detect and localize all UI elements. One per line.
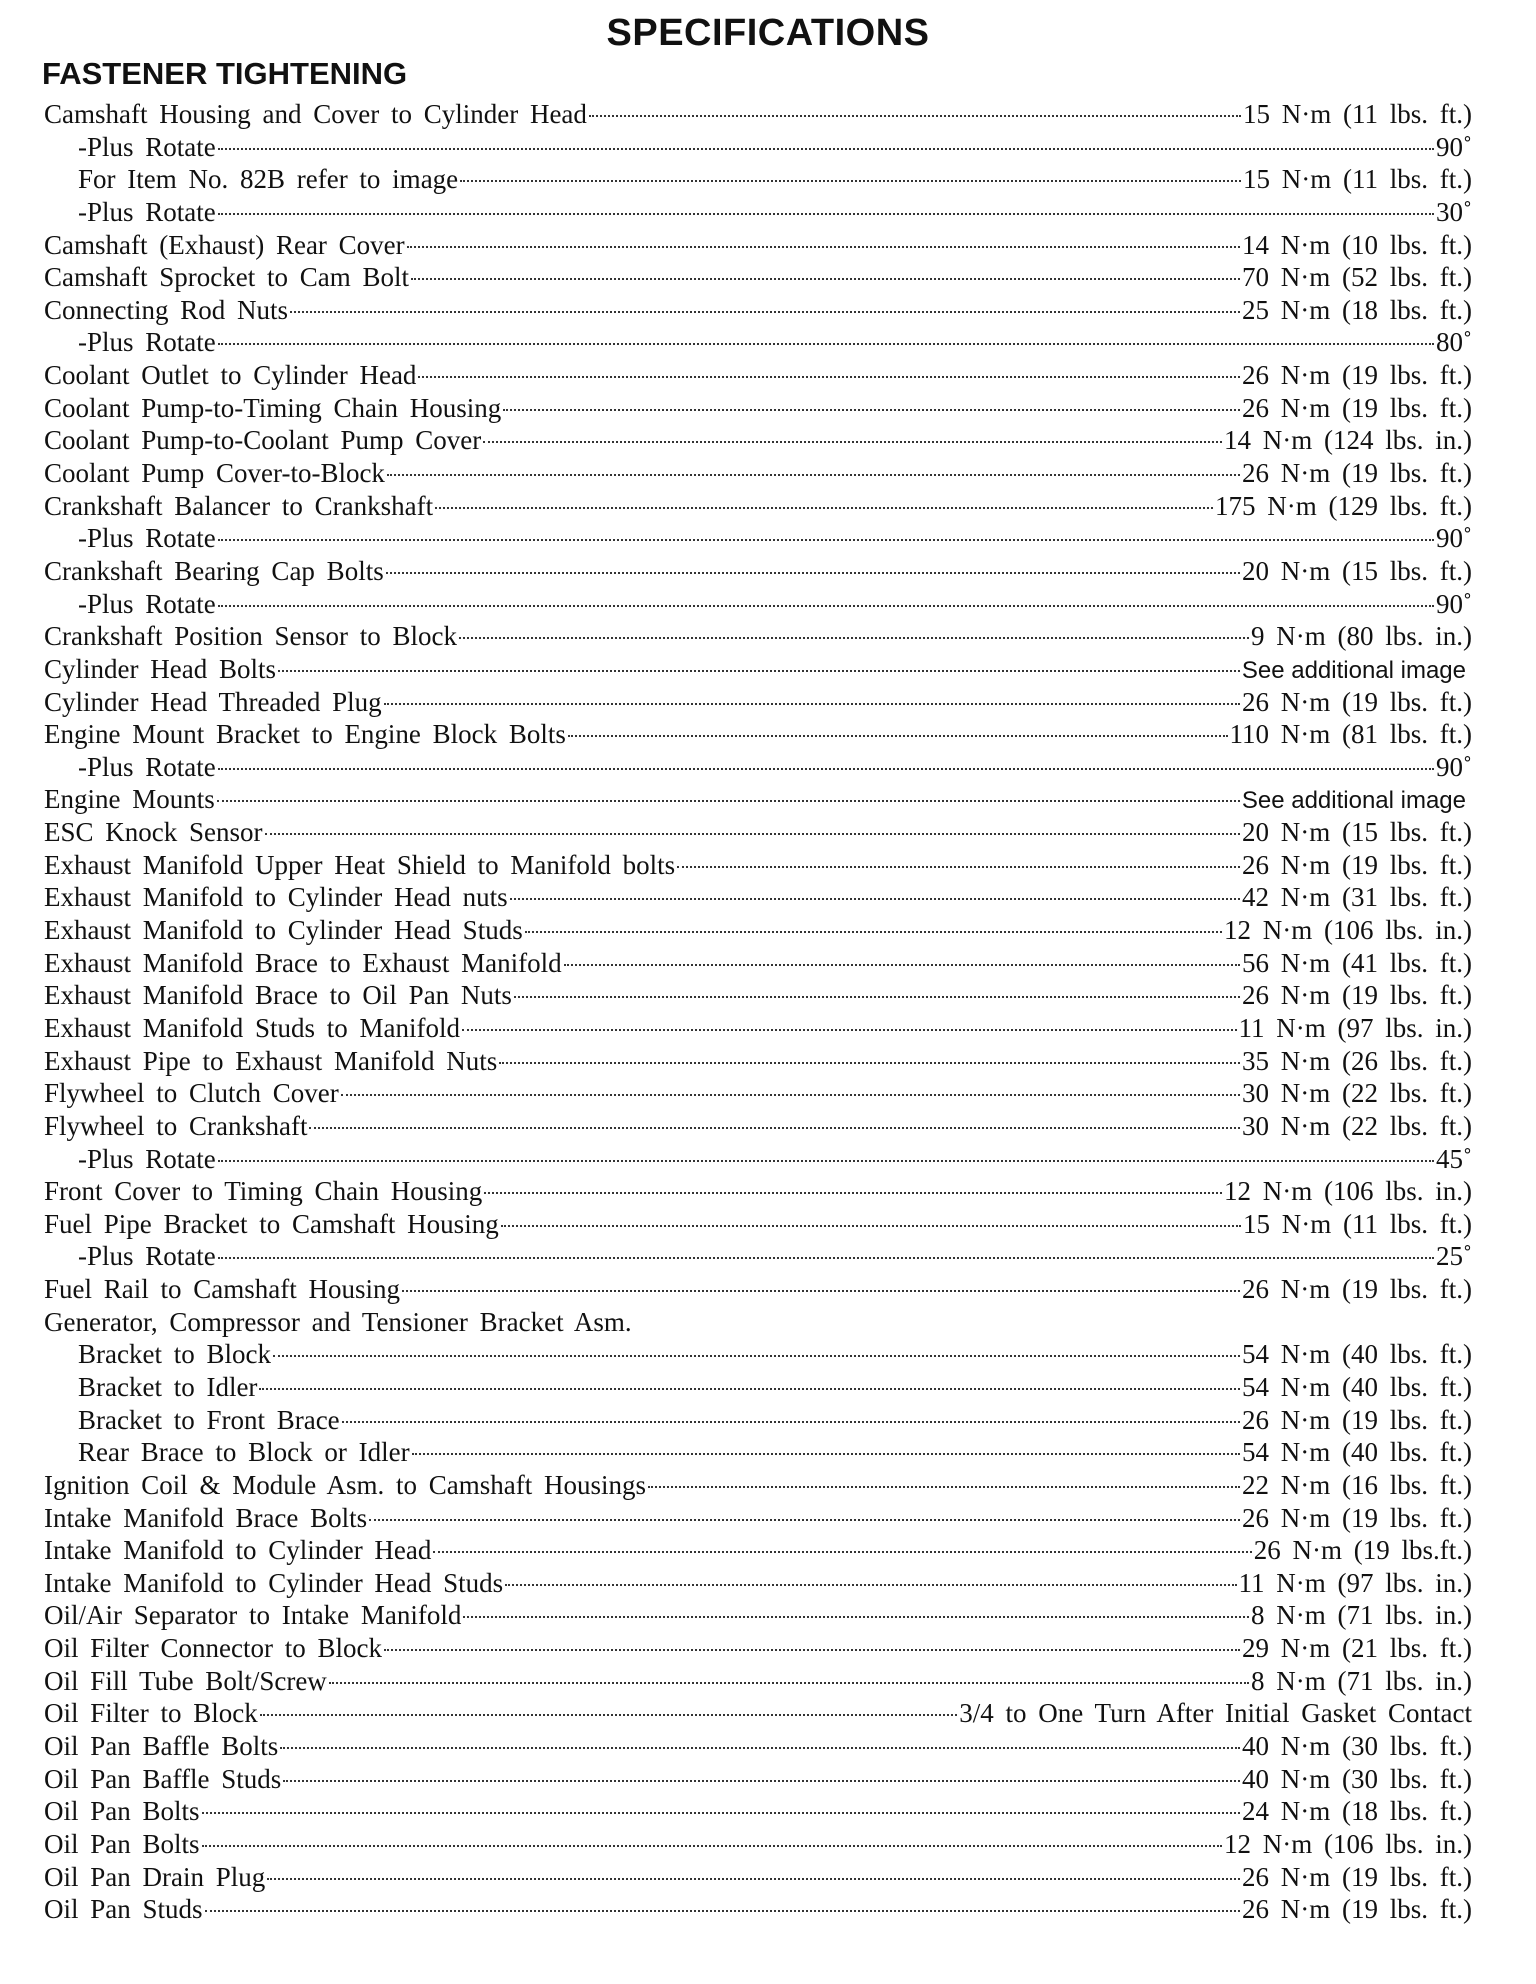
spec-label: Oil Fill Tube Bolt/Screw xyxy=(44,1665,327,1696)
spec-row xyxy=(44,555,1472,588)
spec-row xyxy=(44,1763,1472,1796)
dot-leader xyxy=(411,278,1240,280)
dot-leader xyxy=(202,1812,1240,1814)
spec-row xyxy=(44,686,1472,719)
dot-leader xyxy=(290,311,1240,313)
spec-value: 26 N·m (19 lbs. ft.) xyxy=(1242,1861,1472,1892)
dot-leader xyxy=(463,1616,1249,1618)
spec-row xyxy=(44,1599,1472,1632)
spec-value: 45˚ xyxy=(1436,1143,1472,1174)
dot-leader xyxy=(568,735,1228,737)
dot-leader xyxy=(505,1584,1236,1586)
spec-row xyxy=(44,1469,1472,1502)
dot-leader xyxy=(589,115,1241,117)
spec-row xyxy=(44,1045,1472,1078)
spec-label: Bracket to Idler xyxy=(78,1371,258,1402)
spec-value: 29 N·m (21 lbs. ft.) xyxy=(1242,1633,1472,1664)
dot-leader xyxy=(510,898,1240,900)
spec-value: 25 N·m (18 lbs. ft.) xyxy=(1242,294,1472,325)
spec-row xyxy=(44,392,1472,425)
spec-row xyxy=(44,1110,1472,1143)
spec-row xyxy=(44,783,1472,816)
spec-row xyxy=(44,163,1472,196)
spec-label: Engine Mount Bracket to Engine Block Bolts xyxy=(44,719,566,750)
spec-value: 175 N·m (129 lbs. ft.) xyxy=(1215,490,1472,521)
spec-row xyxy=(44,718,1472,751)
spec-value: 90˚ xyxy=(1436,751,1472,782)
spec-value: 26 N·m (19 lbs. ft.) xyxy=(1242,849,1472,880)
dot-leader xyxy=(386,572,1240,574)
spec-row xyxy=(44,261,1472,294)
spec-label: Exhaust Manifold Studs to Manifold xyxy=(44,1012,460,1043)
dot-leader xyxy=(369,1519,1240,1521)
spec-label: Connecting Rod Nuts xyxy=(44,294,288,325)
spec-value: 70 N·m (52 lbs. ft.) xyxy=(1242,262,1472,293)
spec-row xyxy=(44,1730,1472,1763)
spec-label: Fuel Rail to Camshaft Housing xyxy=(44,1274,400,1305)
spec-label: Flywheel to Clutch Cover xyxy=(44,1078,339,1109)
spec-value: 14 N·m (124 lbs. in.) xyxy=(1224,425,1472,456)
spec-label: -Plus Rotate xyxy=(78,131,216,162)
spec-value: 26 N·m (19 lbs. ft.) xyxy=(1242,1274,1472,1305)
spec-label: Bracket to Front Brace xyxy=(78,1404,340,1435)
spec-row xyxy=(44,98,1472,131)
spec-label: -Plus Rotate xyxy=(78,523,216,554)
spec-value: 40 N·m (30 lbs. ft.) xyxy=(1242,1763,1472,1794)
dot-leader xyxy=(259,1388,1240,1390)
spec-value: See additional image xyxy=(1241,787,1466,815)
spec-value: 8 N·m (71 lbs. in.) xyxy=(1251,1665,1472,1696)
dot-leader xyxy=(218,768,1434,770)
spec-row xyxy=(44,979,1472,1012)
spec-value: 20 N·m (15 lbs. ft.) xyxy=(1242,817,1472,848)
spec-label: Exhaust Manifold Brace to Exhaust Manifold xyxy=(44,947,562,978)
dot-leader xyxy=(218,213,1434,215)
spec-value: 30˚ xyxy=(1436,196,1472,227)
spec-value: 12 N·m (106 lbs. in.) xyxy=(1224,1176,1472,1207)
spec-label: Intake Manifold to Cylinder Head Studs xyxy=(44,1567,504,1598)
spec-row xyxy=(44,1012,1472,1045)
spec-label: Engine Mounts xyxy=(44,784,215,815)
spec-label: Oil Pan Baffle Bolts xyxy=(44,1731,279,1762)
spec-label: Cylinder Head Bolts xyxy=(44,653,276,684)
spec-label: Camshaft Housing and Cover to Cylinder Head xyxy=(44,99,587,129)
dot-leader xyxy=(202,1845,1222,1847)
spec-label: Coolant Pump Cover-to-Block xyxy=(44,458,385,489)
dot-leader xyxy=(407,246,1240,248)
spec-value: 35 N·m (26 lbs. ft.) xyxy=(1242,1045,1472,1076)
spec-row xyxy=(44,620,1472,653)
spec-label: Oil Filter to Block xyxy=(44,1698,258,1729)
spec-value: 22 N·m (16 lbs. ft.) xyxy=(1242,1469,1472,1500)
spec-value: 26 N·m (19 lbs. ft.) xyxy=(1242,392,1472,423)
dot-leader xyxy=(514,996,1240,998)
section-title: FASTENER TIGHTENING xyxy=(42,56,408,91)
spec-row xyxy=(44,490,1472,523)
spec-row xyxy=(44,1697,1472,1730)
dot-leader xyxy=(280,1747,1240,1749)
spec-label: Intake Manifold to Cylinder Head xyxy=(44,1535,432,1566)
spec-row xyxy=(44,1404,1472,1437)
dot-leader xyxy=(462,1029,1237,1031)
spec-value: 26 N·m (19 lbs. ft.) xyxy=(1242,686,1472,717)
dot-leader xyxy=(309,1127,1240,1129)
spec-label: Front Cover to Timing Chain Housing xyxy=(44,1176,483,1207)
spec-value: 20 N·m (15 lbs. ft.) xyxy=(1242,555,1472,586)
spec-label: -Plus Rotate xyxy=(78,751,216,782)
dot-leader xyxy=(412,1453,1240,1455)
spec-value: 26 N·m (19 lbs. ft.) xyxy=(1242,1894,1472,1925)
spec-row xyxy=(44,1795,1472,1828)
spec-label: Coolant Pump-to-Coolant Pump Cover xyxy=(44,425,482,456)
spec-label: Cylinder Head Threaded Plug xyxy=(44,686,382,717)
dot-leader xyxy=(483,441,1222,443)
spec-value: 3/4 to One Turn After Initial Gasket Contact xyxy=(959,1698,1472,1729)
spec-value: 14 N·m (10 lbs. ft.) xyxy=(1242,229,1472,260)
dot-leader xyxy=(218,539,1434,541)
spec-label: Coolant Pump-to-Timing Chain Housing xyxy=(44,392,502,423)
spec-row xyxy=(44,1567,1472,1600)
spec-label: Generator, Compressor and Tensioner Bracket Asm. xyxy=(44,1306,632,1337)
spec-value: 110 N·m (81 lbs. ft.) xyxy=(1229,719,1472,750)
spec-row xyxy=(44,359,1472,392)
spec-label: Ignition Coil & Module Asm. to Camshaft Housings xyxy=(44,1469,647,1500)
spec-value: 80˚ xyxy=(1436,327,1472,358)
spec-value: 42 N·m (31 lbs. ft.) xyxy=(1242,882,1472,913)
spec-row xyxy=(44,653,1472,686)
dot-leader xyxy=(342,1421,1240,1423)
dot-leader xyxy=(329,1682,1249,1684)
dot-leader xyxy=(267,1878,1240,1880)
spec-row xyxy=(44,522,1472,555)
dot-leader xyxy=(387,474,1240,476)
spec-value: 8 N·m (71 lbs. in.) xyxy=(1251,1600,1472,1631)
spec-label: Oil Pan Bolts xyxy=(44,1828,200,1859)
dot-leader xyxy=(384,703,1240,705)
spec-value: 30 N·m (22 lbs. ft.) xyxy=(1242,1078,1472,1109)
spec-row xyxy=(44,816,1472,849)
spec-value: 54 N·m (40 lbs. ft.) xyxy=(1242,1371,1472,1402)
spec-value: 26 N·m (19 lbs. ft.) xyxy=(1242,980,1472,1011)
spec-value: 25˚ xyxy=(1436,1241,1472,1272)
dot-leader xyxy=(402,1290,1240,1292)
dot-leader xyxy=(484,1192,1222,1194)
spec-row xyxy=(44,326,1472,359)
spec-value: 26 N·m (19 lbs.ft.) xyxy=(1253,1535,1472,1566)
dot-leader xyxy=(384,1649,1240,1651)
spec-row xyxy=(44,881,1472,914)
spec-value: 15 N·m (11 lbs. ft.) xyxy=(1243,1208,1472,1239)
spec-value: 54 N·m (40 lbs. ft.) xyxy=(1242,1339,1472,1370)
dot-leader xyxy=(218,1257,1434,1259)
spec-value: See additional image xyxy=(1241,656,1466,684)
dot-leader xyxy=(435,507,1213,509)
dot-leader xyxy=(260,1714,958,1716)
spec-label: Camshaft Sprocket to Cam Bolt xyxy=(44,262,409,293)
spec-value: 9 N·m (80 lbs. in.) xyxy=(1251,621,1472,652)
dot-leader xyxy=(218,1160,1434,1162)
dot-leader xyxy=(265,833,1241,835)
spec-label: Oil Pan Studs xyxy=(44,1894,203,1925)
dot-leader xyxy=(418,376,1240,378)
spec-label: -Plus Rotate xyxy=(78,327,216,358)
spec-row xyxy=(44,1338,1472,1371)
spec-label: -Plus Rotate xyxy=(78,588,216,619)
spec-label: Oil Pan Baffle Studs xyxy=(44,1763,282,1794)
spec-label: ESC Knock Sensor xyxy=(44,817,263,848)
spec-label: -Plus Rotate xyxy=(78,196,216,227)
spec-label: Fuel Pipe Bracket to Camshaft Housing xyxy=(44,1208,499,1239)
spec-value: 26 N·m (19 lbs. ft.) xyxy=(1242,1502,1472,1533)
spec-row xyxy=(44,424,1472,457)
spec-label: Flywheel to Crankshaft xyxy=(44,1110,308,1141)
spec-label: Oil Pan Drain Plug xyxy=(44,1861,266,1892)
dot-leader xyxy=(433,1551,1251,1553)
spec-value: 30 N·m (22 lbs. ft.) xyxy=(1242,1110,1472,1141)
spec-value: 26 N·m (19 lbs. ft.) xyxy=(1242,360,1472,391)
spec-row xyxy=(44,1828,1472,1861)
spec-row xyxy=(44,294,1472,327)
spec-row xyxy=(44,1175,1472,1208)
dot-leader xyxy=(278,670,1240,672)
dot-leader xyxy=(205,1910,1240,1912)
spec-row xyxy=(44,1077,1472,1110)
dot-leader xyxy=(218,343,1434,345)
spec-value: 90˚ xyxy=(1436,588,1472,619)
spec-row xyxy=(44,1208,1472,1241)
spec-row xyxy=(44,1240,1472,1273)
dot-leader xyxy=(218,605,1434,607)
spec-label: -Plus Rotate xyxy=(78,1241,216,1272)
dot-leader xyxy=(525,931,1222,933)
spec-row xyxy=(44,457,1472,490)
dot-leader xyxy=(273,1355,1240,1357)
dot-leader xyxy=(460,180,1241,182)
spec-label: Oil Pan Bolts xyxy=(44,1796,200,1827)
dot-leader xyxy=(648,1486,1240,1488)
spec-label: Exhaust Pipe to Exhaust Manifold Nuts xyxy=(44,1045,498,1076)
dot-leader xyxy=(499,1062,1240,1064)
spec-value: 24 N·m (18 lbs. ft.) xyxy=(1242,1796,1472,1827)
spec-label: Oil Filter Connector to Block xyxy=(44,1633,382,1664)
spec-value: 40 N·m (30 lbs. ft.) xyxy=(1242,1731,1472,1762)
spec-label: Crankshaft Bearing Cap Bolts xyxy=(44,555,384,586)
spec-label: Exhaust Manifold Upper Heat Shield to Manifold bolts xyxy=(44,849,676,880)
spec-label: For Item No. 82B refer to image xyxy=(78,164,459,195)
page-title: SPECIFICATIONS xyxy=(606,12,930,54)
dot-leader xyxy=(564,964,1240,966)
spec-label: Intake Manifold Brace Bolts xyxy=(44,1502,368,1533)
spec-row xyxy=(44,1893,1472,1926)
spec-label: Exhaust Manifold Brace to Oil Pan Nuts xyxy=(44,980,512,1011)
spec-row xyxy=(44,196,1472,229)
spec-row xyxy=(44,1665,1472,1698)
spec-row xyxy=(44,947,1472,980)
spec-row xyxy=(44,1143,1472,1176)
spec-value: 12 N·m (106 lbs. in.) xyxy=(1224,915,1472,946)
dot-leader xyxy=(501,1225,1241,1227)
spec-label: Bracket to Block xyxy=(78,1339,271,1370)
spec-value: 11 N·m (97 lbs. in.) xyxy=(1238,1567,1472,1598)
spec-label: Oil/Air Separator to Intake Manifold xyxy=(44,1600,462,1631)
dot-leader xyxy=(218,148,1434,150)
spec-value: 15 N·m (11 lbs. ft.) xyxy=(1243,99,1472,129)
spec-value: 54 N·m (40 lbs. ft.) xyxy=(1242,1437,1472,1468)
spec-label: Crankshaft Balancer to Crankshaft xyxy=(44,490,434,521)
spec-label: Rear Brace to Block or Idler xyxy=(78,1437,410,1468)
dot-leader xyxy=(217,800,1240,802)
spec-row xyxy=(44,1861,1472,1894)
spec-row xyxy=(44,914,1472,947)
spec-label: Coolant Outlet to Cylinder Head xyxy=(44,360,417,391)
spec-row xyxy=(44,1632,1472,1665)
dot-leader xyxy=(677,866,1240,868)
spec-row xyxy=(44,131,1472,164)
spec-value: 15 N·m (11 lbs. ft.) xyxy=(1243,164,1472,195)
spec-row xyxy=(44,229,1472,262)
spec-value: 56 N·m (41 lbs. ft.) xyxy=(1242,947,1472,978)
fastener-spec-list xyxy=(44,98,1472,1926)
spec-value: 12 N·m (106 lbs. in.) xyxy=(1224,1828,1472,1859)
spec-value: 90˚ xyxy=(1436,131,1472,162)
spec-value: 26 N·m (19 lbs. ft.) xyxy=(1242,1404,1472,1435)
spec-value: 11 N·m (97 lbs. in.) xyxy=(1238,1012,1472,1043)
spec-row xyxy=(44,588,1472,621)
dot-leader xyxy=(503,409,1240,411)
spec-row xyxy=(44,849,1472,882)
spec-row xyxy=(44,1502,1472,1535)
spec-label: -Plus Rotate xyxy=(78,1143,216,1174)
spec-row xyxy=(44,1273,1472,1306)
spec-row xyxy=(44,1534,1472,1567)
dot-leader xyxy=(341,1094,1240,1096)
spec-row xyxy=(44,751,1472,784)
spec-label: Camshaft (Exhaust) Rear Cover xyxy=(44,229,405,260)
spec-value: 26 N·m (19 lbs. ft.) xyxy=(1242,458,1472,489)
spec-row xyxy=(44,1306,1472,1339)
spec-label: Exhaust Manifold to Cylinder Head nuts xyxy=(44,882,508,913)
spec-label: Crankshaft Position Sensor to Block xyxy=(44,621,457,652)
spec-row xyxy=(44,1371,1472,1404)
dot-leader xyxy=(459,637,1249,639)
spec-value: 90˚ xyxy=(1436,523,1472,554)
spec-row xyxy=(44,1436,1472,1469)
dot-leader xyxy=(283,1780,1240,1782)
spec-label: Exhaust Manifold to Cylinder Head Studs xyxy=(44,915,523,946)
